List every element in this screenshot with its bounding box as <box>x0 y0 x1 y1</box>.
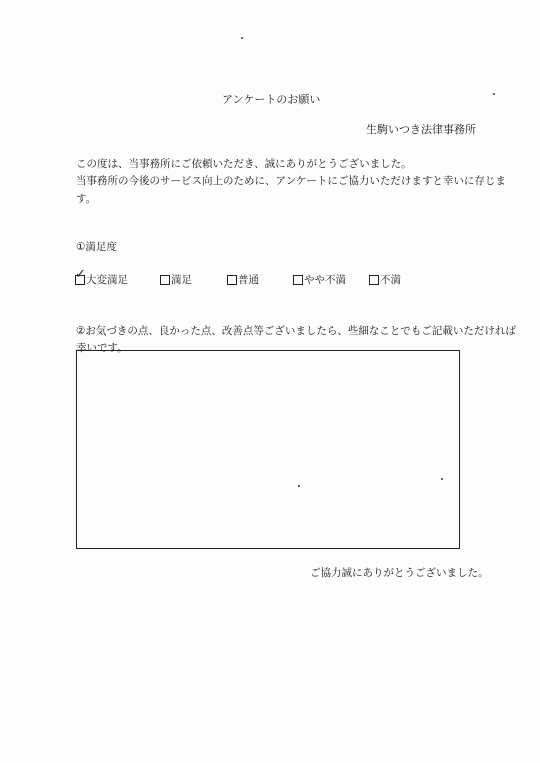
scan-speck <box>493 93 495 95</box>
checkbox-neutral[interactable] <box>227 275 237 285</box>
page-title: アンケートのお願い <box>222 93 321 106</box>
check-mark-icon: ✓ <box>75 267 86 282</box>
closing-text: ご協力誠にありがとうございました。 <box>310 567 489 579</box>
option-somewhat-dissatisfied[interactable] <box>293 273 346 287</box>
option-satisfied[interactable] <box>160 273 192 287</box>
intro-line-1: この度は、当事務所にご依頼いただき、誠にありがとうございました。 <box>76 158 412 170</box>
intro-line-3: す。 <box>76 193 97 205</box>
option-dissatisfied[interactable] <box>369 273 401 287</box>
scan-speck <box>298 485 300 487</box>
intro-line-2: 当事務所の今後のサービス向上のために、アンケートにご協力いただけますと幸いに存じま <box>76 175 506 187</box>
option-neutral[interactable] <box>227 273 259 287</box>
option-label: 満足 <box>171 274 192 286</box>
q1-label: ①満足度 <box>76 241 117 253</box>
option-label: やや不満 <box>304 274 346 286</box>
option-label: 不満 <box>380 274 401 286</box>
option-very-satisfied[interactable] <box>75 267 128 287</box>
comment-box[interactable] <box>76 350 460 549</box>
q2-line-1: ②お気づきの点、良かった点、改善点等ございましたら、些細なことでもご記載いただければ <box>76 325 516 337</box>
scan-speck <box>441 478 443 480</box>
checkbox-very-satisfied[interactable] <box>75 267 86 285</box>
checkbox-somewhat-dissatisfied[interactable] <box>293 275 303 285</box>
option-label: 普通 <box>238 274 259 286</box>
office-name: 生駒いつき法律事務所 <box>366 123 476 136</box>
checkbox-satisfied[interactable] <box>160 275 170 285</box>
option-label: 大変満足 <box>86 274 128 286</box>
q2-line-2: 幸いです。 <box>76 342 128 354</box>
checkbox-dissatisfied[interactable] <box>369 275 379 285</box>
scan-speck <box>241 37 243 39</box>
